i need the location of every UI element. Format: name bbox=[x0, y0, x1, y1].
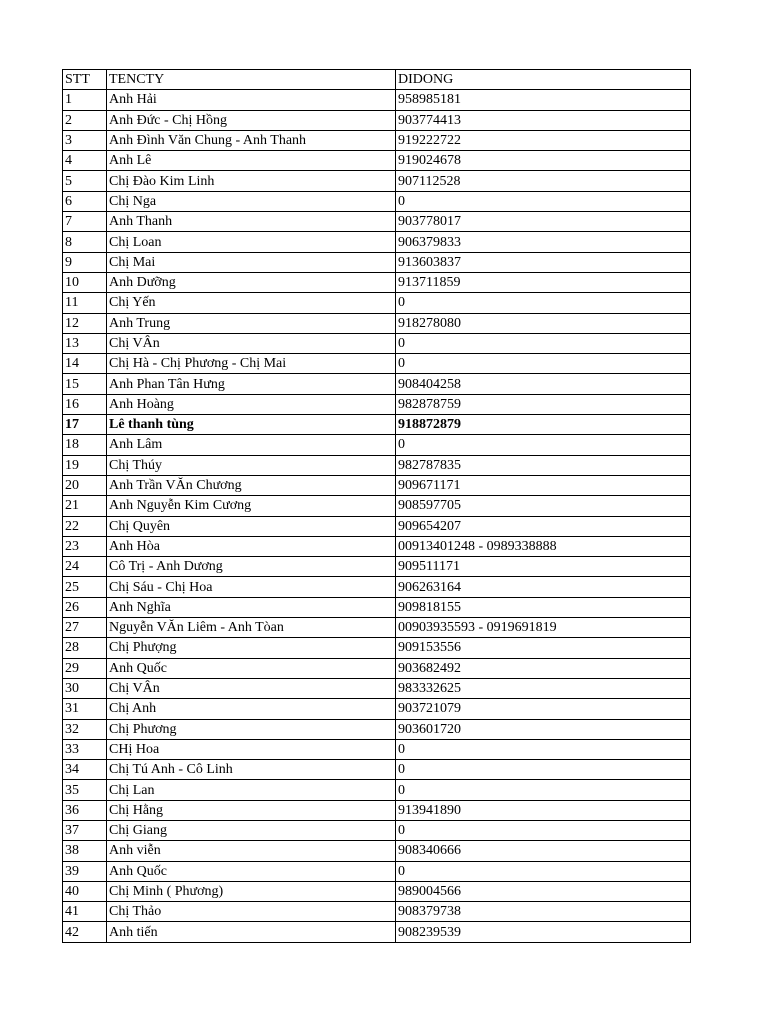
row-phone: 0 bbox=[396, 780, 691, 800]
row-phone: 919024678 bbox=[396, 151, 691, 171]
row-phone: 0 bbox=[396, 191, 691, 211]
row-phone: 919222722 bbox=[396, 130, 691, 150]
row-name: Chị Thúy bbox=[107, 455, 396, 475]
row-name: Anh Thanh bbox=[107, 212, 396, 232]
row-phone: 0 bbox=[396, 354, 691, 374]
table-row bbox=[63, 577, 691, 597]
row-phone: 0 bbox=[396, 435, 691, 455]
row-name: Anh Hòa bbox=[107, 536, 396, 556]
table-row bbox=[63, 841, 691, 861]
row-stt: 21 bbox=[63, 496, 107, 516]
row-stt: 32 bbox=[63, 719, 107, 739]
row-stt: 2 bbox=[63, 110, 107, 130]
table-row bbox=[63, 861, 691, 881]
table-row bbox=[63, 435, 691, 455]
row-stt: 42 bbox=[63, 922, 107, 942]
row-phone: 0 bbox=[396, 861, 691, 881]
row-phone: 0 bbox=[396, 820, 691, 840]
row-stt: 19 bbox=[63, 455, 107, 475]
row-name: Chị Nga bbox=[107, 191, 396, 211]
row-name: CHị Hoa bbox=[107, 739, 396, 759]
row-stt: 30 bbox=[63, 678, 107, 698]
table-row bbox=[63, 820, 691, 840]
row-phone: 982787835 bbox=[396, 455, 691, 475]
table-row bbox=[63, 394, 691, 414]
table-header-row bbox=[63, 70, 691, 90]
row-name: Chị Quyên bbox=[107, 516, 396, 536]
row-name: Chị Thảo bbox=[107, 902, 396, 922]
table-row bbox=[63, 699, 691, 719]
row-phone: 982878759 bbox=[396, 394, 691, 414]
table-row bbox=[63, 678, 691, 698]
row-phone: 908239539 bbox=[396, 922, 691, 942]
row-stt: 35 bbox=[63, 780, 107, 800]
row-stt: 4 bbox=[63, 151, 107, 171]
table-row bbox=[63, 475, 691, 495]
table-row bbox=[63, 130, 691, 150]
row-stt: 41 bbox=[63, 902, 107, 922]
table-row bbox=[63, 354, 691, 374]
row-name: Anh Hải bbox=[107, 90, 396, 110]
row-stt: 6 bbox=[63, 191, 107, 211]
row-stt: 5 bbox=[63, 171, 107, 191]
row-name: Chị Mai bbox=[107, 252, 396, 272]
row-phone: 913603837 bbox=[396, 252, 691, 272]
row-name: Anh tiến bbox=[107, 922, 396, 942]
table-row bbox=[63, 313, 691, 333]
row-phone: 908379738 bbox=[396, 902, 691, 922]
row-name: Chị Hằng bbox=[107, 800, 396, 820]
table-row bbox=[63, 516, 691, 536]
row-stt: 17 bbox=[63, 415, 107, 435]
table-row bbox=[63, 455, 691, 475]
row-stt: 22 bbox=[63, 516, 107, 536]
row-name: Anh Nguyễn Kim Cương bbox=[107, 496, 396, 516]
document-page bbox=[62, 69, 690, 943]
row-stt: 1 bbox=[63, 90, 107, 110]
table-row bbox=[63, 110, 691, 130]
row-stt: 11 bbox=[63, 293, 107, 313]
row-name: Anh Đình Văn Chung - Anh Thanh bbox=[107, 130, 396, 150]
table-row bbox=[63, 638, 691, 658]
table-row bbox=[63, 922, 691, 942]
row-name: Anh Lâm bbox=[107, 435, 396, 455]
row-phone: 958985181 bbox=[396, 90, 691, 110]
row-stt: 38 bbox=[63, 841, 107, 861]
row-name: Lê thanh tùng bbox=[107, 415, 396, 435]
table-row bbox=[63, 597, 691, 617]
row-phone: 913941890 bbox=[396, 800, 691, 820]
row-stt: 39 bbox=[63, 861, 107, 881]
row-stt: 23 bbox=[63, 536, 107, 556]
table-row bbox=[63, 232, 691, 252]
row-phone: 0 bbox=[396, 293, 691, 313]
row-name: Anh Phan Tân Hưng bbox=[107, 374, 396, 394]
row-name: Anh Nghĩa bbox=[107, 597, 396, 617]
row-name: Anh Lê bbox=[107, 151, 396, 171]
row-stt: 9 bbox=[63, 252, 107, 272]
row-stt: 34 bbox=[63, 760, 107, 780]
row-name: Anh Đức - Chị Hồng bbox=[107, 110, 396, 130]
row-stt: 40 bbox=[63, 881, 107, 901]
row-name: Chị Loan bbox=[107, 232, 396, 252]
table-row bbox=[63, 760, 691, 780]
row-name: Anh Quốc bbox=[107, 861, 396, 881]
row-phone: 903774413 bbox=[396, 110, 691, 130]
table-row bbox=[63, 557, 691, 577]
table-row bbox=[63, 780, 691, 800]
row-stt: 27 bbox=[63, 618, 107, 638]
row-name: Anh Dưỡng bbox=[107, 272, 396, 292]
row-name: Chị Anh bbox=[107, 699, 396, 719]
row-phone: 906263164 bbox=[396, 577, 691, 597]
table-row bbox=[63, 171, 691, 191]
row-name: Anh Quốc bbox=[107, 658, 396, 678]
row-phone: 0 bbox=[396, 760, 691, 780]
row-stt: 8 bbox=[63, 232, 107, 252]
row-stt: 31 bbox=[63, 699, 107, 719]
row-stt: 13 bbox=[63, 333, 107, 353]
header-tencty: TENCTY bbox=[107, 70, 396, 90]
row-stt: 37 bbox=[63, 820, 107, 840]
row-stt: 26 bbox=[63, 597, 107, 617]
row-phone: 903721079 bbox=[396, 699, 691, 719]
contact-table bbox=[62, 69, 691, 943]
table-row bbox=[63, 496, 691, 516]
row-phone: 909671171 bbox=[396, 475, 691, 495]
row-stt: 3 bbox=[63, 130, 107, 150]
row-phone: 903682492 bbox=[396, 658, 691, 678]
header-didong: DIDONG bbox=[396, 70, 691, 90]
row-name: Chị Tú Anh - Cô Linh bbox=[107, 760, 396, 780]
header-stt: STT bbox=[63, 70, 107, 90]
table-row bbox=[63, 333, 691, 353]
row-stt: 12 bbox=[63, 313, 107, 333]
row-stt: 36 bbox=[63, 800, 107, 820]
row-name: Anh Trung bbox=[107, 313, 396, 333]
row-stt: 10 bbox=[63, 272, 107, 292]
row-phone: 906379833 bbox=[396, 232, 691, 252]
row-stt: 20 bbox=[63, 475, 107, 495]
row-phone: 913711859 bbox=[396, 272, 691, 292]
row-stt: 15 bbox=[63, 374, 107, 394]
row-name: Chị Lan bbox=[107, 780, 396, 800]
row-phone: 903778017 bbox=[396, 212, 691, 232]
row-name: Chị Đào Kim Linh bbox=[107, 171, 396, 191]
table-row bbox=[63, 90, 691, 110]
table-row bbox=[63, 902, 691, 922]
table-row bbox=[63, 719, 691, 739]
row-name: Chị Yến bbox=[107, 293, 396, 313]
row-phone: 909654207 bbox=[396, 516, 691, 536]
row-stt: 18 bbox=[63, 435, 107, 455]
row-name: Nguyễn VĂn Liêm - Anh Tòan bbox=[107, 618, 396, 638]
row-phone: 909818155 bbox=[396, 597, 691, 617]
row-phone: 908340666 bbox=[396, 841, 691, 861]
row-phone: 0 bbox=[396, 739, 691, 759]
row-phone: 989004566 bbox=[396, 881, 691, 901]
table-row bbox=[63, 618, 691, 638]
row-name: Anh Hoàng bbox=[107, 394, 396, 414]
row-name: Chị Minh ( Phương) bbox=[107, 881, 396, 901]
row-name: Chị VÂn bbox=[107, 678, 396, 698]
row-phone: 0 bbox=[396, 333, 691, 353]
row-phone: 909511171 bbox=[396, 557, 691, 577]
table-row bbox=[63, 739, 691, 759]
table-row bbox=[63, 293, 691, 313]
table-row bbox=[63, 191, 691, 211]
row-phone: 909153556 bbox=[396, 638, 691, 658]
row-stt: 14 bbox=[63, 354, 107, 374]
row-name: Chị Hà - Chị Phương - Chị Mai bbox=[107, 354, 396, 374]
row-phone: 903601720 bbox=[396, 719, 691, 739]
row-stt: 24 bbox=[63, 557, 107, 577]
table-row bbox=[63, 415, 691, 435]
row-name: Chị VÂn bbox=[107, 333, 396, 353]
row-name: Cô Trị - Anh Dương bbox=[107, 557, 396, 577]
row-phone: 00913401248 - 0989338888 bbox=[396, 536, 691, 556]
table-row bbox=[63, 800, 691, 820]
row-stt: 28 bbox=[63, 638, 107, 658]
table-body bbox=[63, 90, 691, 942]
row-phone: 907112528 bbox=[396, 171, 691, 191]
table-row bbox=[63, 252, 691, 272]
table-row bbox=[63, 151, 691, 171]
row-phone: 918872879 bbox=[396, 415, 691, 435]
table-row bbox=[63, 658, 691, 678]
row-name: Chị Sáu - Chị Hoa bbox=[107, 577, 396, 597]
row-name: Chị Phương bbox=[107, 719, 396, 739]
row-name: Chị Giang bbox=[107, 820, 396, 840]
row-stt: 33 bbox=[63, 739, 107, 759]
row-phone: 918278080 bbox=[396, 313, 691, 333]
row-name: Anh viễn bbox=[107, 841, 396, 861]
row-name: Chị Phượng bbox=[107, 638, 396, 658]
table-row bbox=[63, 272, 691, 292]
table-row bbox=[63, 536, 691, 556]
row-name: Anh Trần VĂn Chương bbox=[107, 475, 396, 495]
table-row bbox=[63, 374, 691, 394]
row-stt: 29 bbox=[63, 658, 107, 678]
row-stt: 25 bbox=[63, 577, 107, 597]
row-stt: 7 bbox=[63, 212, 107, 232]
table-row bbox=[63, 212, 691, 232]
row-stt: 16 bbox=[63, 394, 107, 414]
row-phone: 983332625 bbox=[396, 678, 691, 698]
row-phone: 00903935593 - 0919691819 bbox=[396, 618, 691, 638]
row-phone: 908597705 bbox=[396, 496, 691, 516]
row-phone: 908404258 bbox=[396, 374, 691, 394]
table-row bbox=[63, 881, 691, 901]
